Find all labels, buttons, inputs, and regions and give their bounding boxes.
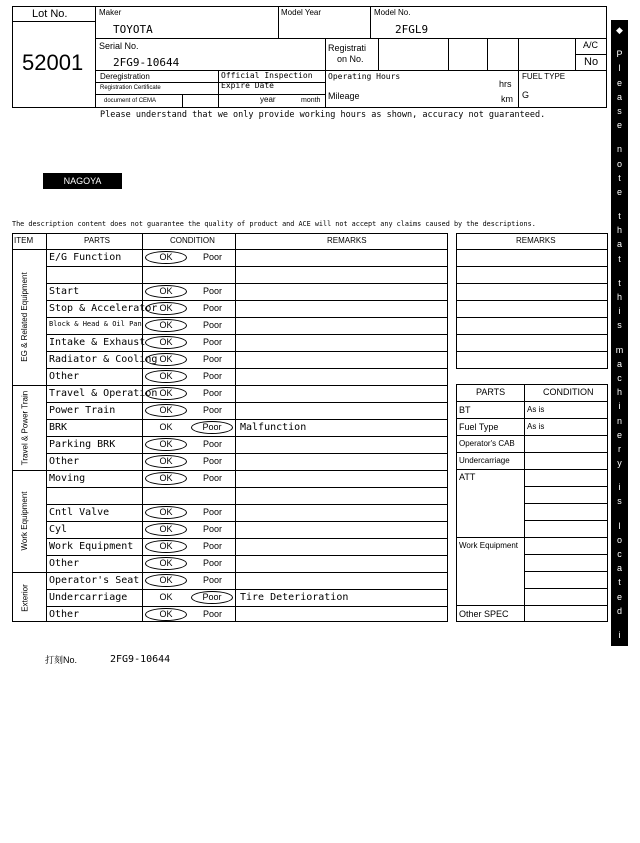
ok-option: OK [145,302,187,315]
lot-label: Lot No. [32,8,68,20]
month-label: month [301,97,321,104]
stamp-value: 2FG9-10644 [110,654,171,665]
ok-option: OK [159,422,173,432]
part-name: Other [49,609,80,620]
right-part-name: Undercarriage [459,456,510,465]
poor-option: Poor [203,371,223,381]
model-no-label: Model No. [374,8,411,17]
poor-option: Poor [203,524,223,534]
table-header-item: ITEM [14,236,34,245]
hrs-label: hrs [499,79,512,89]
registration-cert-label: Registration Certificate [100,85,161,91]
poor-option: Poor [203,558,223,568]
right-part-name: Other SPEC [459,609,509,619]
group-label: Travel & Power Train [20,390,29,465]
ok-option: OK [145,353,187,366]
location-badge-text: NAGOYA [63,176,102,186]
part-name: Parking BRK [49,439,116,450]
registration-label-2: on No. [337,54,364,64]
ok-option: OK [145,319,187,332]
ok-option: OK [145,523,187,536]
stamp-label: 打刻No. [45,655,78,665]
poor-option: Poor [203,439,223,449]
deregistration-label: Deregistration [100,72,150,81]
serial-value: 2FG9-10644 [113,56,180,69]
poor-option: Poor [203,388,223,398]
poor-option: Poor [203,473,223,483]
part-name: Other [49,456,80,467]
table-header-condition: CONDITION [170,236,215,245]
remark-text: Tire Deterioration [240,592,349,603]
poor-option: Poor [203,405,223,415]
poor-option: Poor [203,337,223,347]
poor-option: Poor [203,286,223,296]
ok-option: OK [145,285,187,298]
poor-option: Poor [203,609,223,619]
inspection-label-2: Expire Date [221,81,274,90]
poor-option: Poor [203,507,223,517]
cema-label: document of CEMA [104,98,157,104]
right-parts-header: PARTS [476,387,506,397]
disclaimer: The description content does not guarantee the quality of product and ACE will not accept any claims caused by the descriptions. [12,220,536,228]
part-name: Other [49,371,80,382]
ok-option: OK [145,404,187,417]
ok-option: OK [145,608,187,621]
right-part-name: Operator's CAB [459,439,515,448]
poor-option: Poor [203,320,223,330]
part-name: Undercarriage [49,592,128,603]
part-name: Radiator & Cooling [49,354,158,365]
ok-option: OK [145,506,187,519]
right-part-name: Work Equipment [459,541,518,550]
location-badge [43,173,122,189]
part-name: Power Train [49,405,116,416]
fuel-type-label: FUEL TYPE [522,72,566,81]
part-name: Intake & Exhaust [49,337,146,348]
ok-option: OK [145,455,187,468]
ok-option: OK [145,438,187,451]
ok-option: OK [145,540,187,553]
fuel-type-value: G [522,90,530,100]
ok-option: OK [145,370,187,383]
right-remarks-header: REMARKS [516,236,556,245]
poor-option: Poor [203,354,223,364]
right-part-name: Fuel Type [459,422,499,432]
part-name: BRK [49,422,68,433]
year-label: year [260,95,276,104]
part-name: Other [49,558,80,569]
poor-option: Poor [203,252,223,262]
part-name: E/G Function [49,252,122,263]
maker-label: Maker [99,8,122,17]
ok-option: OK [145,251,187,264]
part-name: Start [49,286,80,297]
poor-option: Poor [203,541,223,551]
ok-option: OK [145,336,187,349]
ok-option: OK [145,472,187,485]
part-name: Work Equipment [49,541,134,552]
remark-text: Malfunction [240,422,307,433]
poor-option: Poor [191,591,233,604]
part-name: Moving [49,473,86,484]
serial-label: Serial No. [99,41,139,51]
part-name: Operator's Seat [49,575,140,586]
right-remarks-table [456,233,608,369]
model-year-label: Model Year [281,8,322,17]
ok-option: OK [145,557,187,570]
group-label: Exterior [20,583,29,612]
right-part-name: BT [459,405,471,415]
maker-value: TOYOTA [113,23,153,36]
right-condition-header: CONDITION [543,387,594,397]
poor-option: Poor [203,456,223,466]
hours-notice: Please understand that we only provide working hours as shown, accuracy not guaranteed. [100,110,546,120]
right-part-name: ATT [459,472,476,482]
km-label: km [501,94,513,104]
right-part-condition: As is [527,422,545,431]
ok-option: OK [159,592,173,602]
model-no-value: 2FGL9 [395,23,429,36]
inspection-label-1: Official Inspection [221,71,313,80]
poor-option: Poor [191,421,233,434]
part-name: Cyl [49,524,68,535]
ok-option: OK [145,574,187,587]
ac-value: No [584,56,599,68]
group-label: Work Equipment [20,491,29,551]
group-label: EG & Related Equipment [20,272,29,362]
part-name: Block & Head & Oil Pan [49,320,142,328]
operating-hours-label: Operating Hours [328,72,401,81]
part-name: Stop & Accelerator [49,303,158,314]
mileage-label: Mileage [328,91,360,101]
table-header-remarks: REMARKS [327,236,367,245]
ok-option: OK [145,387,187,400]
ac-label: A/C [583,40,599,50]
table-header-parts: PARTS [84,236,110,245]
poor-option: Poor [203,303,223,313]
right-part-condition: As is [527,405,545,414]
registration-label-1: Registrati [328,43,367,53]
part-name: Cntl Valve [49,507,110,518]
part-name: Travel & Operation [49,388,158,399]
lot-number: 52001 [22,50,84,75]
side-banner-text: ◆ P l e a s e n o t e t h a t t h i s m a c h i n e r y i s l o c a t e d i n N a g o y a Y a r d ◆ [615,25,624,841]
poor-option: Poor [203,575,223,585]
